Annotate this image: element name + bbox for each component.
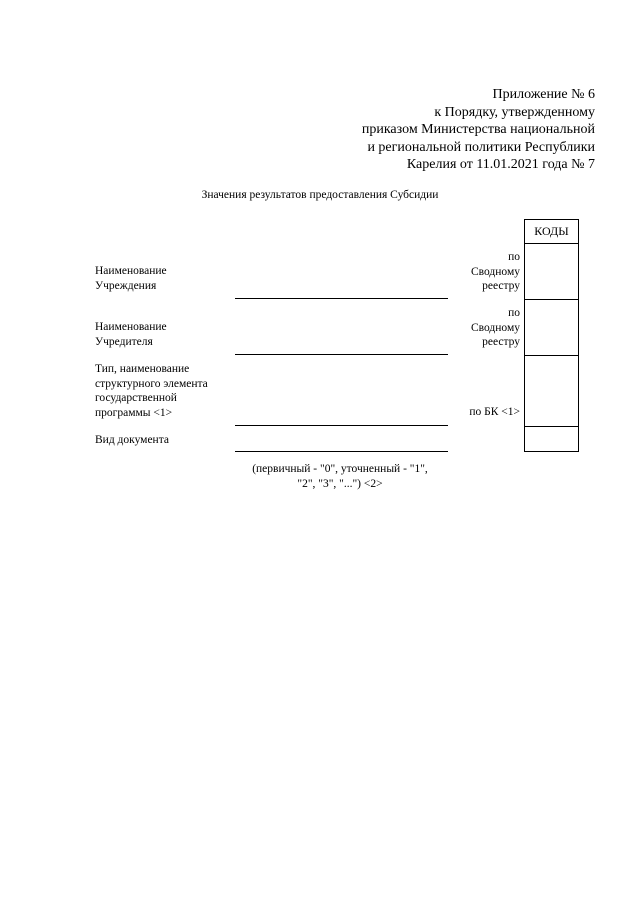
appendix-block [295,86,595,174]
document-title: Значения результатов предоставления Субсидии [201,189,439,201]
code-label-founder: по Сводному реестру [470,307,520,348]
field-line-program[interactable] [235,425,448,426]
field-line-doc-type[interactable] [235,451,448,452]
field-line-institution[interactable] [235,298,448,299]
code-cell-program[interactable] [524,355,579,427]
code-label-institution: по Сводному реестру [470,251,520,292]
row-label-doc-type: Вид документа [95,434,169,446]
code-cell-doc-type[interactable] [524,426,579,452]
row-label-program: Тип, наименование структурного элемента государственной программы <1> [95,363,208,419]
row-label-institution: Наименование Учреждения [95,265,167,292]
code-cell-institution[interactable] [524,243,579,300]
appendix-line: к Порядку, утвержденному [434,104,595,120]
appendix-line: Приложение № 6 [492,87,595,102]
row-label-founder: Наименование Учредителя [95,321,167,348]
appendix-line: и региональной политики Республики [367,139,595,155]
code-label-program: по БК <1> [469,406,520,418]
appendix-line: Карелия от 11.01.2021 года № 7 [406,157,595,173]
codes-header-cell: КОДЫ [524,219,579,244]
doc-type-note: (первичный - "0", уточненный - "1", "2", "3", "...") <2> [252,463,428,490]
field-line-founder[interactable] [235,354,448,355]
code-cell-founder[interactable] [524,299,579,356]
appendix-line: приказом Министерства национальной [361,122,595,138]
